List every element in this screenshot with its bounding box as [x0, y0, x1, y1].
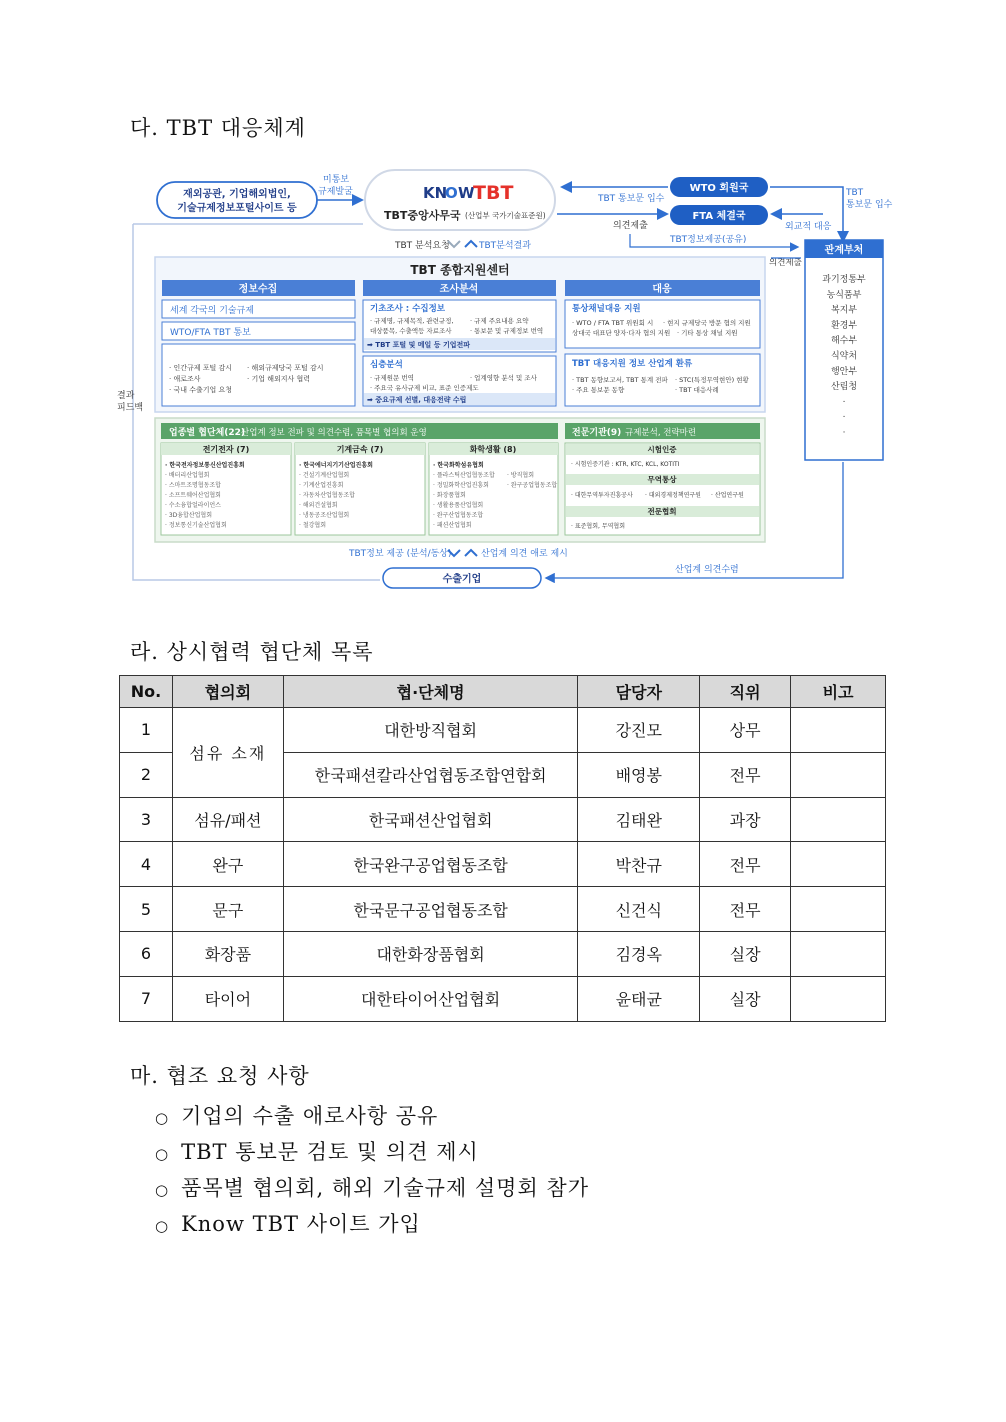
survey-deep-arrow: ➡ 중요규제 선별, 대응전략 수립 [367, 396, 467, 404]
request-item [155, 1170, 589, 1206]
analysis-request-label: TBT 분석요청 [395, 241, 450, 251]
cell-org: 한국완구공업협동조합 [283, 842, 578, 887]
cell-note [791, 842, 886, 887]
table-row [120, 887, 886, 932]
industry-item: · 소프트웨어산업협회 [165, 492, 221, 499]
overseas-source-line2: 기술규제정보포털사이트 등 [177, 203, 297, 214]
request-text: 기업의 수출 애로사항 공유 [181, 1104, 439, 1128]
know-logo-kn: KN [423, 184, 448, 202]
svg-text:· TBT 대응사례: · TBT 대응사례 [675, 386, 719, 394]
industry-item: · 스마트조명협동조합 [165, 482, 221, 489]
unnotified-note-1: 미통보 [323, 175, 350, 185]
col-header-note: 비고 [791, 676, 886, 708]
expert-section-trade: 무역통상 [647, 475, 677, 484]
survey-basic-arrow: ➡ TBT 포털 및 메일 등 기업전파 [367, 341, 470, 349]
industry-item: · 수소융합얼라이언스 [165, 502, 221, 509]
bullet-circle: ○ [155, 1217, 170, 1235]
cell-council: 화장품 [172, 931, 283, 976]
agency-item: 행안부 [830, 366, 858, 377]
request-item [155, 1098, 589, 1134]
agency-item: 농식품부 [826, 290, 862, 301]
bottom-info-label: TBT정보 제공 (분석/동상) [349, 549, 452, 559]
cell-council: 섬유/패션 [172, 797, 283, 842]
cell-position: 상무 [700, 708, 791, 753]
cell-no: 7 [120, 976, 173, 1021]
svg-text:· 기업 해외지사 협력: · 기업 해외지사 협력 [247, 375, 310, 383]
table-row [120, 976, 886, 1021]
cell-no: 1 [120, 708, 173, 753]
feedback-label [117, 389, 143, 413]
tbt-right-label-1: TBT [846, 188, 864, 198]
central-office-sub: (산업부 국가기술표준원) [465, 211, 546, 220]
know-logo-tbt: TBT [473, 182, 514, 204]
industry-item: · 건설기계산업협회 [299, 472, 350, 479]
expert-trade-lines [571, 491, 744, 499]
request-item [155, 1206, 589, 1242]
svg-text:· 인간규제 포털 감시: · 인간규제 포털 감시 [169, 364, 232, 372]
opinion-submit-label: 의견제출 [613, 221, 648, 231]
industry-item: · 생활용품산업협회 [433, 502, 484, 509]
cell-person: 김태완 [578, 797, 700, 842]
cell-no: 5 [120, 887, 173, 932]
survey-deep-title: 심층분석 [370, 360, 403, 370]
cell-person: 박찬규 [578, 842, 700, 887]
col-survey-analysis: 조사분석 [439, 284, 479, 295]
related-agencies-box [805, 240, 883, 460]
resp-title-1: 통상채널대응 지원 [572, 304, 641, 314]
svg-text:· 규제명, 규제목적, 관련규정,: · 규제명, 규제목적, 관련규정, [370, 317, 454, 325]
svg-text:· 해외규제당국 포털 감시: · 해외규제당국 포털 감시 [247, 364, 324, 372]
cell-council: 문구 [172, 887, 283, 932]
col-header-org: 협·단체명 [283, 676, 578, 708]
cell-org: 한국문구공업협동조합 [283, 887, 578, 932]
svg-text:· 기타 통상 채널 지원: · 기타 통상 채널 지원 [677, 329, 738, 337]
industry-item: · 한국화학섬유협회 [433, 462, 484, 469]
expert-assoc-line: · 표준협회, 무역협회 [571, 523, 625, 530]
cell-council: 완구 [172, 842, 283, 887]
col-header-council: 협의회 [172, 676, 283, 708]
svg-text:피드백: 피드백 [117, 403, 144, 413]
col-info-collect: 정보수집 [238, 284, 278, 295]
industry-item: · 화장품협회 [433, 492, 466, 499]
cell-position: 전무 [700, 842, 791, 887]
cell-council: 타이어 [172, 976, 283, 1021]
expert-title: 전문기관(9) [572, 428, 622, 438]
svg-text:· 규제 주요내용 요약: · 규제 주요내용 요약 [470, 317, 529, 325]
agency-item: 산림청 [830, 382, 858, 393]
wto-members-label: WTO 회원국 [689, 183, 749, 194]
svg-text:· 애로조사: · 애로조사 [169, 375, 201, 383]
industry-item: · 해외건설협회 [299, 502, 338, 509]
related-agencies-title: 관계부처 [824, 245, 864, 256]
svg-text:· 통보문 및 규제정보 번역: · 통보문 및 규제정보 번역 [470, 327, 544, 335]
agency-item: · [842, 412, 846, 423]
agency-item: 복지부 [830, 305, 858, 316]
industry-assoc-sub: 산업계 정보 전파 및 의견수렴, 품목별 협의회 운영 [241, 428, 427, 438]
cell-note [791, 976, 886, 1021]
cell-org: 대한방직협회 [283, 708, 578, 753]
wto-notification-in: TBT 통보문 입수 [598, 194, 665, 204]
bullet-circle: ○ [155, 1145, 170, 1163]
col-header-person: 담당자 [578, 676, 700, 708]
industry-assoc-title: 업종별 협단체(22) [169, 428, 246, 438]
svg-text:대상품목, 수출액등 자료조사: 대상품목, 수출액등 자료조사 [370, 327, 452, 335]
agency-item: 식약처 [830, 351, 858, 362]
svg-text:· 산업연구원: · 산업연구원 [711, 492, 744, 499]
cell-no: 2 [120, 752, 173, 797]
tbt-right-label-2: 통보문 입수 [846, 200, 893, 210]
svg-text:· 업계영향 분석 및 조사: · 업계영향 분석 및 조사 [470, 374, 537, 382]
industry-item: · 한국에너지기기산업진흥회 [299, 462, 373, 469]
agency-item: 환경부 [830, 320, 858, 331]
cell-position: 전무 [700, 887, 791, 932]
cell-no: 4 [120, 842, 173, 887]
svg-text:결과: 결과 [117, 391, 135, 401]
central-office-name: TBT중앙사무국 [384, 209, 461, 222]
cell-note [791, 752, 886, 797]
table-row [120, 842, 886, 887]
industry-item: · 기계산업진흥회 [299, 482, 344, 489]
know-logo-o: O [445, 184, 458, 202]
svg-text:· 규제원문 번역: · 규제원문 번역 [370, 374, 414, 382]
bullet-circle: ○ [155, 1109, 170, 1127]
industry-item: · 한국전자정보통신산업진흥회 [165, 462, 245, 469]
col-header-position: 직위 [700, 676, 791, 708]
industry-col-electric: 전기전자 (7) [202, 445, 250, 454]
agency-item: 해수부 [830, 336, 858, 347]
agency-item: · [842, 397, 846, 408]
expert-section-assoc: 전문협회 [647, 507, 677, 516]
association-table [119, 675, 886, 1022]
bottom-issue-label: 산업계 의견 애로 제시 [481, 549, 568, 559]
cell-person: 강진모 [578, 708, 700, 753]
industry-item: · 완구산업협동조합 [433, 512, 484, 519]
info-item-1: 세계 각국의 기술규제 [170, 306, 254, 316]
cell-no: 3 [120, 797, 173, 842]
cell-position: 과장 [700, 797, 791, 842]
analysis-result-label: TBT분석결과 [479, 241, 531, 251]
section-heading-cooperation: 마. 협조 요청 사항 [130, 1064, 310, 1088]
info-item-2: WTO/FTA TBT 통보 [170, 328, 251, 338]
cell-org: 대한타이어산업협회 [283, 976, 578, 1021]
cell-person: 배영봉 [578, 752, 700, 797]
cell-position: 실장 [700, 976, 791, 1021]
industry-item: · 3D융합산업협회 [165, 512, 213, 519]
unnotified-note-2: 규제발굴 [318, 187, 353, 197]
table-row [120, 931, 886, 976]
request-text: 품목별 협의회, 해외 기술규제 설명회 참가 [181, 1176, 590, 1200]
col-response: 대응 [652, 284, 672, 295]
industry-item: · 자동차산업협동조합 [299, 492, 355, 499]
cell-org: 한국패션산업협회 [283, 797, 578, 842]
cell-note [791, 708, 886, 753]
industry-item: · 패션산업협회 [433, 522, 472, 529]
cell-org: 한국패션칼라산업협동조합연합회 [283, 752, 578, 797]
agency-item: 과기정통부 [822, 275, 866, 285]
cell-person: 김경옥 [578, 931, 700, 976]
section-heading-tbt-response: 다. TBT 대응체계 [130, 116, 306, 140]
cell-person: 윤태균 [578, 976, 700, 1021]
svg-text:· TBT 동향보고서, TBT 통계 전파: · TBT 동향보고서, TBT 통계 전파 [572, 376, 668, 384]
cell-council: 섬유 소재 [172, 708, 283, 798]
cell-org: 대한화장품협회 [283, 931, 578, 976]
cell-position: 전무 [700, 752, 791, 797]
tbt-response-diagram [117, 162, 895, 590]
industry-item: · 플라스틱산업협동조합 [433, 472, 495, 479]
cell-no: 6 [120, 931, 173, 976]
section-heading-association-list: 라. 상시협력 협단체 목록 [130, 640, 374, 664]
expert-section-testing: 시험인증 [647, 445, 677, 454]
industry-col-mechanic: 기계금속 (7) [336, 445, 384, 454]
opinion-submit-label-2: 의견제출 [769, 258, 802, 268]
table-row [120, 797, 886, 842]
industry-item: · 배터리산업협회 [165, 472, 210, 479]
svg-text:· WTO / FTA TBT 위원회 시: · WTO / FTA TBT 위원회 시 [572, 319, 654, 327]
request-item [155, 1134, 589, 1170]
cell-note [791, 797, 886, 842]
diplomatic-response-label: 외교적 대응 [785, 222, 832, 232]
tbt-info-share-label: TBT정보제공(공유) [670, 235, 747, 245]
industry-opinion-label: 산업계 의견수렴 [675, 565, 739, 575]
industry-item: · 정밀화학산업진흥회 [433, 482, 489, 489]
bullet-circle: ○ [155, 1181, 170, 1199]
svg-text:· 대한무역투자진흥공사: · 대한무역투자진흥공사 [571, 492, 633, 499]
cell-note [791, 931, 886, 976]
cell-note [791, 887, 886, 932]
know-logo-w: W [458, 184, 475, 202]
expert-testing-line: · 시험인증기관 : KTR, KTC, KCL, KOTITI [571, 461, 680, 468]
svg-text:· 대외경제정책연구원: · 대외경제정책연구원 [645, 492, 701, 499]
agency-item: · [842, 428, 846, 438]
svg-text:상대국 대표단 양자·다자 협의 지원: 상대국 대표단 양자·다자 협의 지원 [572, 329, 671, 337]
svg-text:· 국내 수출기업 요청: · 국내 수출기업 요청 [169, 386, 232, 394]
svg-text:· 주요국 유사규제 비교, 표준 인증제도: · 주요국 유사규제 비교, 표준 인증제도 [370, 384, 479, 392]
industry-col-chemical: 화학생활 (8) [469, 445, 517, 454]
cell-person: 신건식 [578, 887, 700, 932]
cell-position: 실장 [700, 931, 791, 976]
overseas-source-line1: 재외공관, 기업해외법인, [183, 189, 291, 200]
industry-item: · 완구공업협동조합 [507, 482, 558, 489]
request-text: TBT 통보문 검토 및 의견 제시 [181, 1140, 479, 1164]
request-text: Know TBT 사이트 가입 [181, 1212, 421, 1236]
support-center-title: TBT 종합지원센터 [410, 263, 510, 277]
table-row [120, 708, 886, 753]
industry-item: · 정보통신기술산업협회 [165, 522, 227, 529]
survey-basic-title: 기초조사 : 수집정보 [370, 304, 446, 314]
svg-text:· 주요 통보문 동향: · 주요 통보문 동향 [572, 386, 625, 394]
industry-item: · 냉동공조산업협회 [299, 512, 350, 519]
col-header-no: No. [120, 676, 173, 708]
exporter-label: 수출기업 [442, 574, 482, 585]
industry-item: · 방직협회 [507, 472, 534, 479]
svg-text:· 현지 규제당국 방문 협의 지원: · 현지 규제당국 방문 협의 지원 [663, 319, 751, 327]
industry-item: · 철강협회 [299, 522, 326, 529]
resp-title-2: TBT 대응지원 정보 산업계 환류 [572, 359, 693, 369]
fta-partners-label: FTA 체결국 [692, 211, 746, 222]
cooperation-requests [130, 1060, 589, 1242]
svg-text:· STC(특정무역현안) 현황: · STC(특정무역현안) 현황 [675, 376, 749, 384]
table-header-row [120, 676, 886, 708]
expert-sub: 규제분석, 전략마련 [625, 428, 697, 438]
